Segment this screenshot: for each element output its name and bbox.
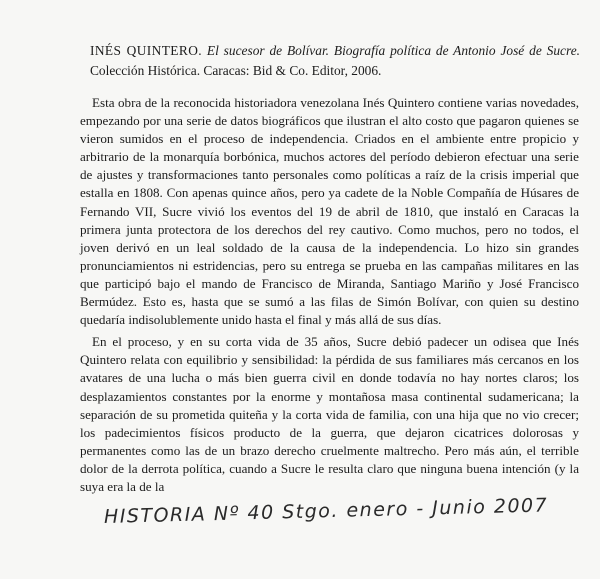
citation-title: El sucesor de Bolívar. Biografía política de Antonio José de Sucre. — [206, 43, 580, 58]
citation-author: INÉS QUINTERO. — [90, 43, 203, 58]
citation-publisher: Colección Histórica. Caracas: Bid & Co. Editor, 2006. — [90, 63, 382, 78]
book-citation — [90, 41, 580, 81]
paragraph: En el proceso, y en su corta vida de 35 años, Sucre debió padecer un odisea que Inés Quintero relata con equilibrio y sensibilidad: la pérdida de sus familiares más cercanos en los avatares de una lucha o más bien guerra civil en donde todavía no hay nortes claros; los desplazamientos constantes por la enorme y montañosa masa continental sudamericana; la separación de su prometida quiteña y la corta vida de familia, con una hija que no vio crecer; los padecimientos físicos producto de la guerra, que dejaron cicatrices dolorosas y permanentes como las de un brazo derecho cruelmente maltrecho. Pero más aún, el terrible dolor de la derrota política, cuando a Sucre le resulta claro que ninguna buena intención (y la suya era la de la — [80, 334, 579, 494]
paragraph: Esta obra de la reconocida historiadora venezolana Inés Quintero contiene varias novedades, empezando por una serie de datos biográficos que ilustran el alto costo que pagaron quienes se vieron sumidos en el proceso de independencia. Criados en el ambiente entre propicio y arbitrario de la monarquía borbónica, muchos actores del período debieron efectuar una serie de ajustes y transformaciones tanto personales como políticas a raíz de la crisis imperial que estalla en 1808. Con apenas quince años, pero ya cadete de la Noble Compañía de Húsares de Fernando VII, Sucre vivió los eventos del 19 de abril de 1810, que instaló en Caracas la primera junta protectora de los derechos del rey cautivo. Como muchos, pero no todos, el joven derivó en un leal soldado de la causa de la independencia. Lo hizo sin grandes pronunciamientos ni estridencias, pero su entrega se prueba en las campañas militares en las que participó bajo el mando de Francisco de Miranda, Santiago Mariño y José Francisco Bermúdez. Esto es, hasta que se sumó a las filas de Simón Bolívar, con quien su destino quedaría indisolublemente unido hasta el final y más allá de sus días. — [80, 95, 579, 328]
handwritten-annotation: HISTORIA Nº 40 Stgo. enero - Junio 2007 — [103, 494, 549, 528]
review-body — [80, 94, 579, 496]
